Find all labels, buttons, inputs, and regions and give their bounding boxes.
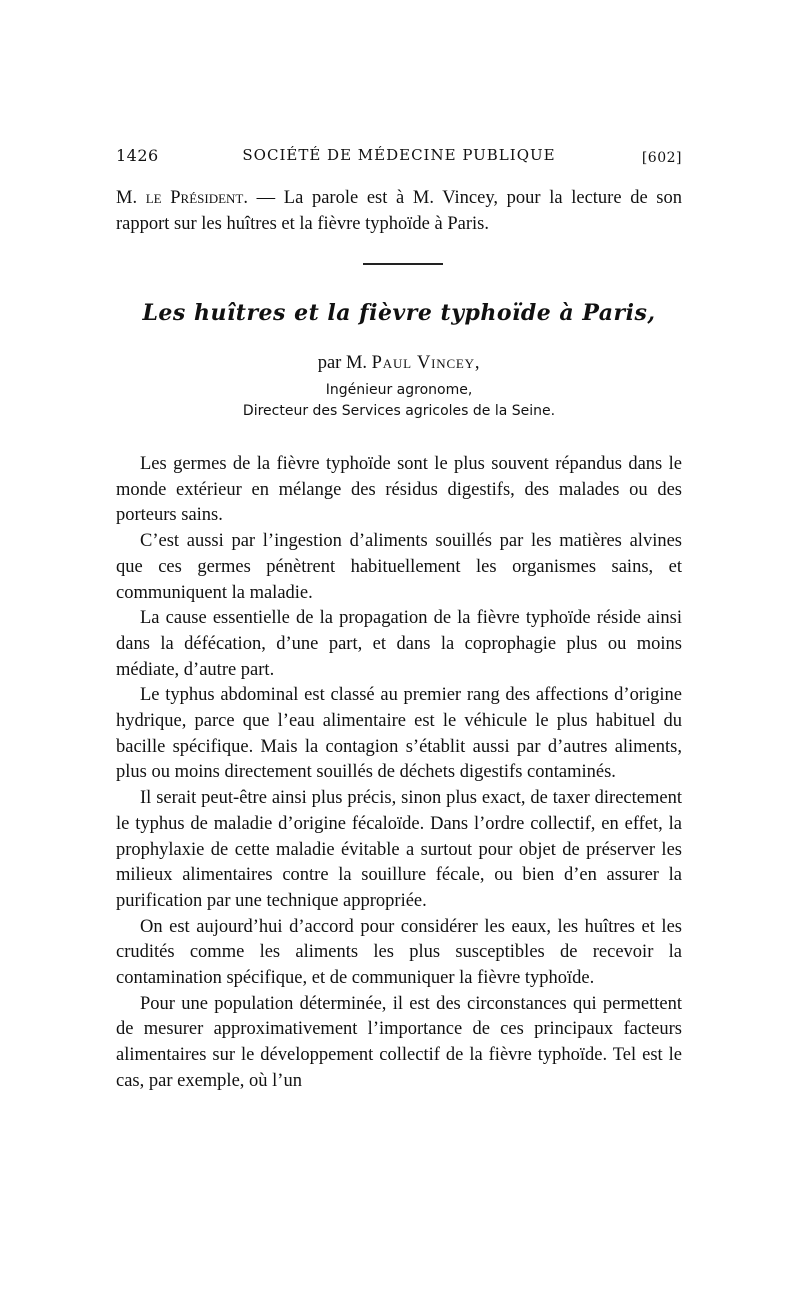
- author-position: Directeur des Services agricoles de la Seine.: [242, 403, 556, 419]
- journal-title: SOCIÉTÉ DE MÉDECINE PUBLIQUE: [242, 146, 556, 164]
- author-name: Paul Vincey,: [371, 353, 481, 373]
- speaker-label: M. le Président.: [116, 188, 248, 208]
- body-paragraph-6: On est aujourd’hui d’accord pour considérer les eaux, les huîtres et les crudités comme les aliments les plus susceptibles de recevoir la contamination spécifique, et de communiquer la fièvre typhoïde.: [116, 916, 682, 989]
- page-number: 1426: [116, 146, 159, 165]
- body-paragraph-7: Pour une population déterminée, il est des circonstances qui permettent de mesurer approximativement l’importance de ces principaux facteurs alimentaires sur le développement collectif de la fièvre typhoïde. Tel est le cas, par exemple, où l’un: [116, 993, 682, 1091]
- body-paragraph-3: La cause essentielle de la propagation de la fièvre typhoïde réside ainsi dans la défécation, d’une part, et dans la coprophagie plus ou moins médiate, d’autre part.: [116, 608, 682, 680]
- body-paragraph-4: Le typhus abdominal est classé au premier rang des affections d’origine hydrique, parce que l’eau alimentaire est le véhicule le plus habituel du bacille spécifique. Mais la contagion s’établit aussi par d’autres aliments, plus ou moins directement souillés de déchets digestifs contaminés.: [116, 685, 682, 783]
- author-role: Ingénieur agronome,: [325, 382, 473, 398]
- intro-text: — La parole est à M. Vincey, pour la lecture de son rapport sur les huîtres et la fièvre typhoïde à Paris.: [116, 188, 682, 234]
- byline-prefix: par M.: [317, 353, 372, 373]
- section-divider: [363, 263, 443, 265]
- article-title: Les huîtres et la fièvre typhoïde à Paris,: [142, 300, 656, 326]
- body-paragraph-1: Les germes de la fièvre typhoïde sont le plus souvent répandus dans le monde extérieur en mélange des résidus digestifs, des malades ou des porteurs sains.: [116, 454, 682, 526]
- running-head: [116, 146, 682, 170]
- intro-paragraph: [116, 186, 682, 237]
- body-paragraph-5: Il serait peut-être ainsi plus précis, sinon plus exact, de taxer directement le typhus de maladie d’origine fécaloïde. Dans l’ordre collectif, en effet, la prophylaxie de cette maladie évitable a surtout pour objet de préserver les milieux alimentaires contre la souillure fécale, ou bien d’en assurer la purification par une technique appropriée.: [116, 788, 682, 911]
- section-number: [602]: [641, 150, 682, 166]
- article-body: [116, 452, 682, 1095]
- body-paragraph-2: C’est aussi par l’ingestion d’aliments souillés par les matières alvines que ces germes pénètrent habituellement les organismes sains, et communiquent la maladie.: [116, 531, 682, 603]
- byline: [116, 353, 682, 374]
